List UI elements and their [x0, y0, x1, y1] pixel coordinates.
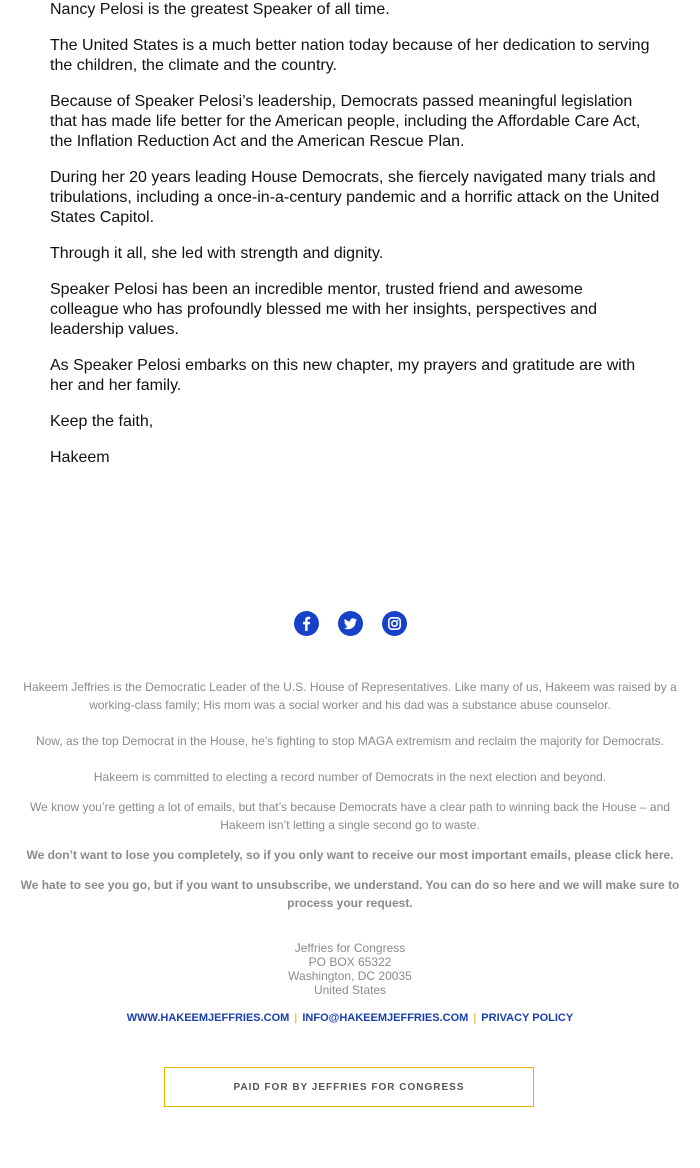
reduce-emails-link[interactable]: We don’t want to lose you completely, so if you only want to receive our most important emails, please click here. [26, 848, 674, 862]
website-link[interactable]: WWW.HAKEEMJEFFRIES.COM [126, 1012, 290, 1024]
letter-paragraph: Through it all, she led with strength and dignity. [50, 245, 384, 262]
address-po-box: PO BOX 65322 [308, 955, 392, 969]
letter-paragraph: Because of Speaker Pelosi’s leadership, Democrats passed meaningful legislation that has made life better for the American people, including the Affordable Care Act, the Inflation Reduction Act and the American Rescue Plan. [50, 93, 641, 150]
footer-bio: We know you’re getting a lot of emails, but that’s because Democrats have a clear path to winning back the House – and Hakeem isn’t letting a single second go to waste. [30, 800, 670, 832]
email-link[interactable]: INFO@HAKEEMJEFFRIES.COM [302, 1012, 469, 1024]
instagram-icon[interactable] [382, 611, 407, 636]
letter-paragraph: During her 20 years leading House Democrats, she fiercely navigated many trials and tribulations, including a once-in-a-century pandemic and a horrific attack on the United States Capitol. [50, 169, 660, 226]
letter-signature: Hakeem [50, 449, 110, 466]
letter-paragraph: Nancy Pelosi is the greatest Speaker of all time. [50, 1, 390, 18]
address-city: Washington, DC 20035 [288, 969, 412, 983]
privacy-policy-link[interactable]: PRIVACY POLICY [481, 1012, 574, 1024]
footer-links [0, 1011, 700, 1025]
paid-for-disclaimer: PAID FOR BY JEFFRIES FOR CONGRESS [164, 1067, 534, 1107]
link-separator: | [294, 1012, 298, 1024]
mailing-address [0, 941, 700, 997]
twitter-icon[interactable] [338, 611, 363, 636]
letter-paragraph: As Speaker Pelosi embarks on this new chapter, my prayers and gratitude are with her and her family. [50, 357, 636, 394]
letter-paragraph: The United States is a much better nation today because of her dedication to serving the children, the climate and the country. [50, 37, 650, 74]
social-links [0, 611, 700, 636]
facebook-icon[interactable] [294, 611, 319, 636]
footer-bio: Hakeem is committed to electing a record number of Democrats in the next election and beyond. [93, 770, 607, 784]
address-name: Jeffries for Congress [294, 941, 406, 955]
letter-paragraph: Speaker Pelosi has been an incredible mentor, trusted friend and awesome colleague who has profoundly blessed me with her insights, perspectives and leadership values. [50, 281, 597, 338]
link-separator: | [473, 1012, 477, 1024]
unsubscribe-link[interactable]: We hate to see you go, but if you want to unsubscribe, we understand. You can do so here and we will make sure to process your request. [20, 878, 680, 910]
footer-bio: Now, as the top Democrat in the House, he’s fighting to stop MAGA extremism and reclaim the majority for Democrats. [35, 734, 665, 748]
letter-signoff: Keep the faith, [50, 413, 154, 430]
footer-bio: Hakeem Jeffries is the Democratic Leader of the U.S. House of Representatives. Like many of us, Hakeem was raised by a working-class family; His mom was a social worker and his dad was a substance abuse counselor. [23, 680, 677, 712]
address-country: United States [313, 983, 387, 997]
